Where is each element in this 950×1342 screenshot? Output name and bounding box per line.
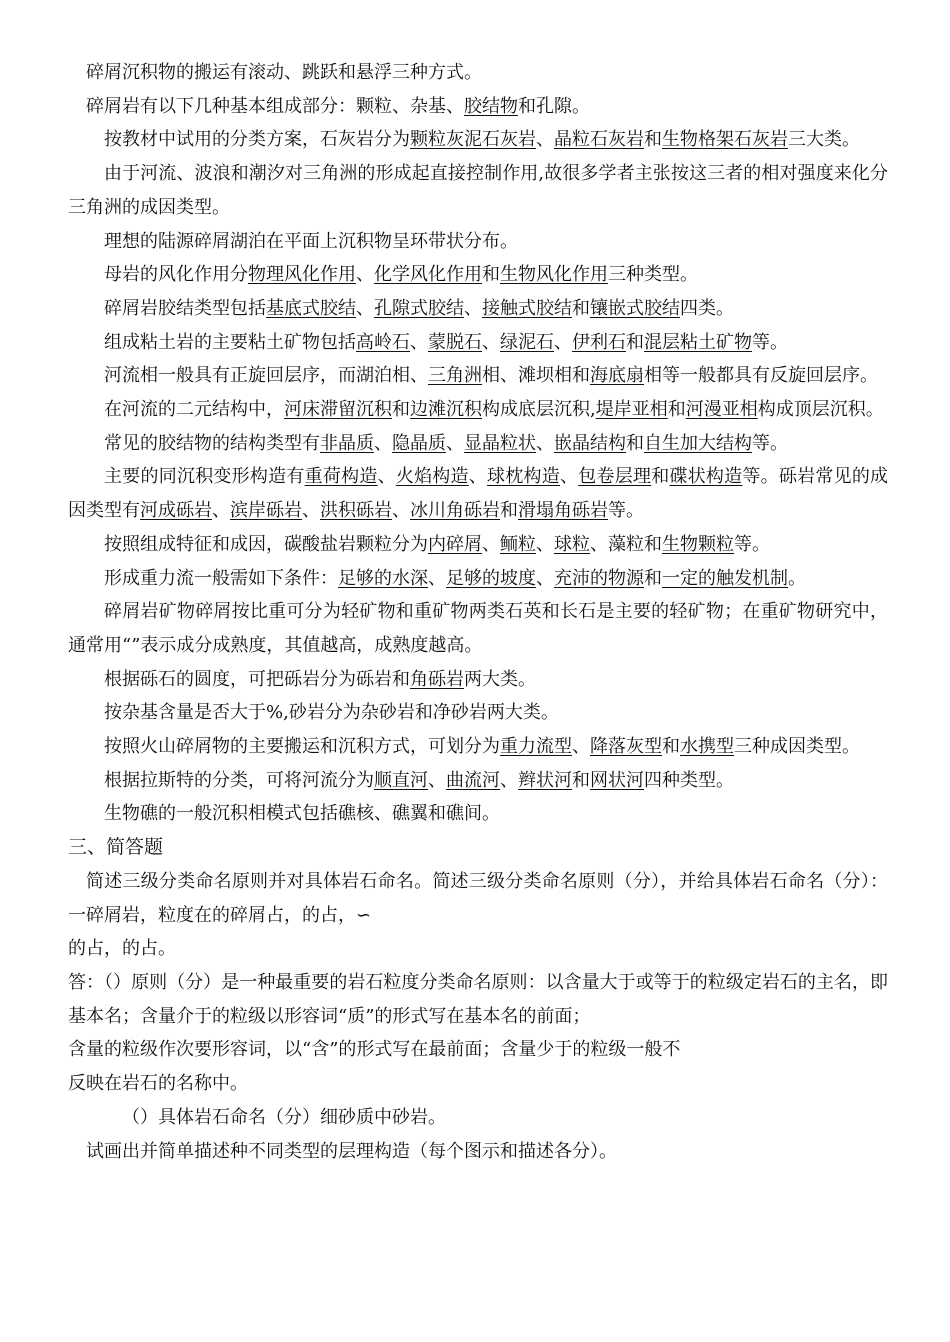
answer-blank: 重力流型 <box>500 736 572 758</box>
text-run: 、 <box>356 264 374 286</box>
paragraph <box>68 90 888 124</box>
text-run: 和 <box>651 466 670 488</box>
answer-blank: 洪积砾岩 <box>320 500 392 522</box>
text-run: 碎屑沉积物的搬运有滚动、跳跃和悬浮三种方式。 <box>86 62 482 83</box>
text-run: 和 <box>572 769 590 791</box>
text-run: 理想的陆源碎屑湖泊在平面上沉积物呈环带状分布。 <box>104 230 518 252</box>
text-run: 等。 <box>752 331 788 353</box>
text-run: 、 <box>374 432 392 454</box>
paragraph <box>68 359 888 393</box>
paragraph <box>68 393 888 427</box>
answer-blank: 绿泥石 <box>500 331 554 353</box>
text-run: 和孔隙。 <box>518 95 590 117</box>
paragraph <box>68 528 888 562</box>
answer-blank: 物理风化作用 <box>248 264 356 286</box>
answer-blank: 海底扇 <box>590 365 644 387</box>
text-run: 主要的同沉积变形构造有 <box>104 466 305 488</box>
paragraph <box>68 562 888 596</box>
answer-blank: 足够的水深 <box>338 567 428 589</box>
answer-blank: 河成砾岩 <box>140 500 212 522</box>
answer-blank: 角砾岩 <box>410 668 464 690</box>
answer-blank: 滨岸砾岩 <box>230 500 302 522</box>
text-run: 按照火山碎屑物的主要搬运和沉积方式，可划分为 <box>104 736 500 758</box>
text-run: 构成底层沉积, <box>482 399 596 421</box>
text-run: 和 <box>500 500 518 522</box>
section-heading <box>68 831 888 865</box>
text-run: 等。 <box>734 533 770 555</box>
paragraph <box>68 932 888 966</box>
answer-blank: 降落灰型 <box>590 736 662 758</box>
paragraph <box>68 258 888 292</box>
paragraph <box>68 225 888 259</box>
answer-blank: 足够的坡度 <box>446 567 536 589</box>
text-run: 试画出并简单描述种不同类型的层理构造（每个图示和描述各分）。 <box>86 1140 617 1162</box>
text-run: 按杂基含量是否大于%,砂岩分为杂砂岩和净砂岩两大类。 <box>104 702 559 724</box>
text-run: 反映在岩石的名称中。 <box>68 1073 248 1095</box>
text-run: 。 <box>788 567 806 589</box>
paragraph <box>68 1067 888 1101</box>
text-run: 和 <box>626 432 644 454</box>
answer-blank: 高岭石 <box>356 331 410 353</box>
text-run: 、 <box>559 466 579 488</box>
paragraph <box>68 797 888 831</box>
text-run: 按照组成特征和成因，碳酸盐岩颗粒分为 <box>104 533 428 555</box>
paragraph <box>68 157 888 224</box>
text-run: 碎屑岩有以下几种基本组成部分：颗粒、杂基、 <box>86 95 464 117</box>
answer-blank: 鲕粒 <box>500 533 536 555</box>
answer-blank: 边滩沉积 <box>410 399 482 421</box>
text-run: 、藻粒和 <box>590 533 662 555</box>
paragraph <box>68 663 888 697</box>
answer-blank: 孔隙式胶结 <box>374 297 464 319</box>
text-run: 按教材中试用的分类方案，石灰岩分为 <box>104 129 410 151</box>
answer-blank: 化学风化作用 <box>374 264 482 286</box>
text-run: 、 <box>446 432 464 454</box>
answer-blank: 河床滞留沉积 <box>284 399 392 421</box>
text-run: 、 <box>482 331 500 353</box>
answer-blank: 自生加大结构 <box>644 432 752 454</box>
text-run: 常见的胶结物的结构类型有 <box>104 432 320 454</box>
text-run: 、 <box>536 567 554 589</box>
answer-blank: 重荷构造 <box>304 466 378 488</box>
paragraph <box>68 696 888 730</box>
answer-blank: 隐晶质 <box>392 432 446 454</box>
answer-blank: 河漫亚相 <box>685 399 758 421</box>
text-run: 、 <box>554 331 572 353</box>
paragraph <box>68 292 888 326</box>
answer-blank: 胶结物 <box>464 95 518 117</box>
text-run: 三种成因类型。 <box>734 736 860 758</box>
text-run: 三、简答题 <box>68 836 164 859</box>
answer-blank: 接触式胶结 <box>482 297 572 319</box>
text-run: 组成粘土岩的主要粘土矿物包括 <box>104 331 356 353</box>
text-run: 和 <box>392 399 410 421</box>
text-run: 和 <box>662 736 680 758</box>
text-run: 等。 <box>752 432 788 454</box>
text-run: 、 <box>464 297 482 319</box>
paragraph <box>68 1135 888 1169</box>
text-run: 等。 <box>608 500 644 522</box>
text-run: 相、滩坝相和 <box>482 365 590 387</box>
text-run: 三种类型。 <box>608 264 698 286</box>
answer-blank: 基底式胶结 <box>266 297 356 319</box>
answer-blank: 滑塌角砾岩 <box>518 500 608 522</box>
text-run: 河流相一般具有正旋回层序，而湖泊相、 <box>104 365 428 387</box>
text-run: 四类。 <box>680 297 734 319</box>
text-run: 生物礁的一般沉积相模式包括礁核、礁翼和礁间。 <box>104 803 500 825</box>
text-run: 四种类型。 <box>644 769 734 791</box>
paragraph <box>68 326 888 360</box>
paragraph <box>68 1033 888 1067</box>
text-run: 、 <box>428 769 446 791</box>
text-run: 母岩的风化作用分 <box>104 264 248 286</box>
answer-blank: 堤岸亚相 <box>595 399 668 421</box>
paragraph <box>68 764 888 798</box>
text-run: 、 <box>212 500 230 522</box>
text-run: 、 <box>410 331 428 353</box>
text-run: 两大类。 <box>464 668 536 690</box>
paragraph <box>68 730 888 764</box>
text-run: 碎屑岩矿物碎屑按比重可分为轻矿物和重矿物两类石英和长石是主要的轻矿物；在重矿物研究中，通常用“”表示成分成熟度，其值越高，成熟度越高。 <box>68 601 888 656</box>
text-run: 、 <box>302 500 320 522</box>
text-run: 和 <box>482 264 500 286</box>
text-run: （）具体岩石命名（分）细砂质中砂岩。 <box>122 1106 446 1128</box>
answer-blank: 颗粒灰泥石灰岩 <box>410 129 536 151</box>
answer-blank: 内碎屑 <box>428 533 482 555</box>
text-run: 和 <box>626 331 644 353</box>
text-run: 和 <box>644 129 662 151</box>
answer-blank: 包卷层理 <box>578 466 652 488</box>
text-run: 在河流的二元结构中， <box>104 399 284 421</box>
answer-blank: 三角洲 <box>428 365 482 387</box>
answer-blank: 嵌晶结构 <box>554 432 626 454</box>
answer-blank: 顺直河 <box>374 769 428 791</box>
text-run: 和 <box>572 297 590 319</box>
text-run: 含量的粒级作次要形容词，以“含”的形式写在最前面；含量少于的粒级一般不 <box>68 1039 681 1061</box>
text-run: 、 <box>428 567 446 589</box>
text-run: 、 <box>536 432 554 454</box>
text-run: 构成顶层沉积。 <box>757 399 884 421</box>
answer-blank: 镶嵌式胶结 <box>590 297 680 319</box>
paragraph <box>68 966 888 1033</box>
text-run: 、 <box>377 466 396 488</box>
paragraph <box>68 460 888 527</box>
text-run: 、 <box>482 533 500 555</box>
text-run: 、 <box>572 736 590 758</box>
paragraph <box>68 56 888 90</box>
text-run: 等。砾岩常见的成因类型有 <box>68 466 889 522</box>
answer-blank: 曲流河 <box>446 769 500 791</box>
answer-blank: 伊利石 <box>572 331 626 353</box>
text-run: 、 <box>356 297 374 319</box>
paragraph <box>68 1101 888 1135</box>
answer-blank: 辫状河 <box>518 769 572 791</box>
text-run: 、 <box>392 500 410 522</box>
text-run: 简述三级分类命名原则并对具体岩石命名。简述三级分类命名原则（分），并给具体岩石命名（分）：一碎屑岩，粒度在的碎屑占，的占，∽ <box>68 870 888 926</box>
answer-blank: 生物风化作用 <box>500 264 608 286</box>
paragraph <box>68 123 888 157</box>
text-run: 由于河流、波浪和潮汐对三角洲的形成起直接控制作用,故很多学者主张按这三者的相对强度来化分三角洲的成因类型。 <box>68 163 888 218</box>
paragraph <box>68 595 888 662</box>
document-body <box>68 56 888 1168</box>
text-run: 和 <box>644 567 662 589</box>
answer-blank: 一定的触发机制 <box>662 567 788 589</box>
answer-blank: 网状河 <box>590 769 644 791</box>
paragraph <box>68 427 888 461</box>
answer-blank: 生物格架石灰岩 <box>662 129 788 151</box>
text-run: 的占，的占。 <box>68 938 176 960</box>
text-run: 根据拉斯特的分类，可将河流分为 <box>104 769 374 791</box>
text-run: 答：（）原则（分）是一种最重要的岩石粒度分类命名原则：以含量大于或等于的粒级定岩石的主名，即基本名；含量介于的粒级以形容词“质”的形式写在基本名的前面； <box>68 971 888 1027</box>
answer-blank: 混层粘土矿物 <box>644 331 752 353</box>
text-run: 形成重力流一般需如下条件： <box>104 567 338 589</box>
answer-blank: 碟状构造 <box>669 466 743 488</box>
answer-blank: 蒙脱石 <box>428 331 482 353</box>
answer-blank: 晶粒石灰岩 <box>554 129 644 151</box>
answer-blank: 显晶粒状 <box>464 432 536 454</box>
text-run: 相等一般都具有反旋回层序。 <box>644 365 878 387</box>
text-run: 根据砾石的圆度，可把砾岩分为砾岩和 <box>104 668 410 690</box>
answer-blank: 火焰构造 <box>395 466 469 488</box>
answer-blank: 生物颗粒 <box>662 533 734 555</box>
answer-blank: 球枕构造 <box>487 466 560 488</box>
text-run: 、 <box>500 769 518 791</box>
text-run: 、 <box>468 466 488 488</box>
paragraph <box>68 865 888 932</box>
answer-blank: 冰川角砾岩 <box>410 500 500 522</box>
text-run: 碎屑岩胶结类型包括 <box>104 297 266 319</box>
text-run: 和 <box>667 399 686 421</box>
answer-blank: 球粒 <box>554 533 590 555</box>
text-run: 三大类。 <box>788 129 860 151</box>
answer-blank: 充沛的物源 <box>554 567 644 589</box>
answer-blank: 水携型 <box>680 736 734 758</box>
text-run: 、 <box>536 129 554 151</box>
answer-blank: 非晶质 <box>320 432 374 454</box>
text-run: 、 <box>536 533 554 555</box>
